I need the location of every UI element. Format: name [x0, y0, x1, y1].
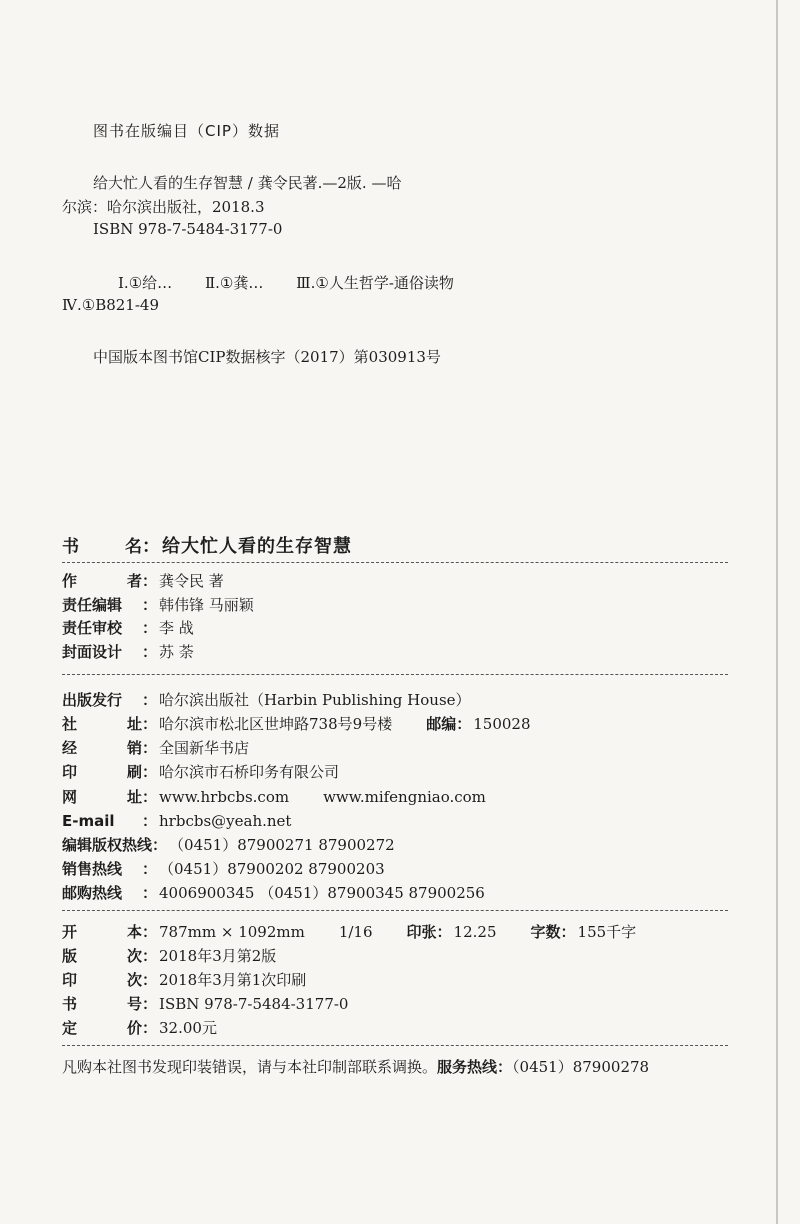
notice-text: 凡购本社图书发现印装错误，请与本社印制部联系调换。: [62, 1058, 438, 1076]
email-row: E-mail ： hrbcbs@yeah.net: [62, 812, 292, 830]
words-label: 字数: [530, 923, 561, 941]
sales-hotline-row: 销售热线 ： （0451）87900202 87900203: [62, 860, 385, 878]
print-error-notice: 凡购本社图书发现印装错误，请与本社印制部联系调换。服务热线：（0451）87900278: [62, 1058, 650, 1076]
price-label: 定 价: [62, 1019, 142, 1037]
cip-publisher-line: 尔滨：哈尔滨出版社，2018.3: [62, 198, 265, 216]
cip-record-number: 中国版本图书馆CIP数据核字（2017）第030913号: [93, 348, 441, 366]
isbn-row: 书 号 ： ISBN 978-7-5484-3177-0: [62, 995, 349, 1013]
distributor-label: 经 销: [62, 739, 142, 757]
title-label-text: 书: [62, 537, 79, 557]
cip-title-line: 给大忙人看的生存智慧 / 龚令民著.—2版. —哈: [93, 174, 402, 192]
edition-value: 2018年3月第2版: [159, 947, 277, 965]
separator: [62, 562, 728, 563]
price-value: 32.00元: [159, 1019, 217, 1037]
proof-row: 责任审校 ： 李 战: [62, 619, 194, 637]
address-label: 社 址: [62, 715, 142, 733]
cip-clc-line: Ⅳ.①B821-49: [62, 296, 160, 314]
isbn-label: 书 号: [62, 995, 142, 1013]
printer-value: 哈尔滨市石桥印务有限公司: [159, 763, 340, 781]
distributor-value: 全国新华书店: [159, 739, 250, 757]
publisher-label: 出版发行: [62, 691, 123, 709]
mail-hotline-label: 邮购热线: [62, 884, 123, 902]
copyright-hotline-row: 编辑版权热线 ： （0451）87900271 87900272: [62, 836, 395, 854]
edition-label: 版 次: [62, 947, 142, 965]
website-label: 网 址: [62, 788, 142, 806]
cover-label: 封面设计: [62, 643, 123, 661]
service-value: （0451）87900278: [512, 1058, 650, 1076]
sales-hotline-value: （0451）87900202 87900203: [159, 860, 385, 878]
publisher-value: 哈尔滨出版社（Harbin Publishing House）: [159, 691, 471, 709]
proof-label: 责任审校: [62, 619, 123, 637]
impression-value: 2018年3月第1次印刷: [159, 971, 307, 989]
impression-label: 印 次: [62, 971, 142, 989]
copyright-hotline-value: （0451）87900271 87900272: [169, 836, 395, 854]
address-value: 哈尔滨市松北区世坤路738号9号楼: [159, 715, 393, 733]
email-link[interactable]: hrbcbs@yeah.net: [159, 812, 292, 830]
printer-label: 印 刷: [62, 763, 142, 781]
cip-class-item: Ⅱ.①龚…: [204, 274, 264, 292]
separator: [62, 910, 728, 911]
format-row: 开 本 ： 787mm × 1092mm 1/16 印张 ： 12.25 字数 ： 155千字: [62, 923, 637, 941]
format-label: 开 本: [62, 923, 142, 941]
author-value: 龚令民 著: [159, 572, 224, 590]
distributor-row: 经 销 ： 全国新华书店: [62, 739, 250, 757]
cip-isbn-line: ISBN 978-7-5484-3177-0: [93, 220, 283, 238]
mail-hotline-value: 4006900345 （0451）87900345 87900256: [159, 884, 485, 902]
editor-row: 责任编辑 ： 韩伟锋 马丽颖: [62, 596, 254, 614]
website-link[interactable]: www.mifengniao.com: [323, 788, 486, 806]
cip-classification-line: [118, 272, 482, 293]
sales-hotline-label: 销售热线: [62, 860, 123, 878]
postcode-label: 邮编: [426, 715, 457, 733]
cip-heading: 图书在版编目（CIP）数据: [93, 122, 280, 140]
page-edge-line: [776, 0, 778, 1224]
separator: [62, 674, 728, 675]
title-label: 书 名: [62, 532, 142, 557]
author-label: 作 者: [62, 572, 142, 590]
printer-row: 印 刷 ： 哈尔滨市石桥印务有限公司: [62, 763, 340, 781]
editor-value: 韩伟锋 马丽颖: [159, 596, 254, 614]
price-row: 定 价 ： 32.00元: [62, 1019, 217, 1037]
service-label: 服务热线: [437, 1058, 498, 1076]
impression-row: 印 次 ： 2018年3月第1次印刷: [62, 971, 307, 989]
sheets-label: 印张: [406, 923, 437, 941]
mail-hotline-row: 邮购热线 ： 4006900345 （0451）87900345 87900256: [62, 884, 485, 902]
copyright-hotline-label: 编辑版权热线: [62, 836, 153, 854]
title-row: 书 名 ： 给大忙人看的生存智慧: [62, 532, 352, 558]
words-value: 155千字: [577, 923, 637, 941]
editor-label: 责任编辑: [62, 596, 123, 614]
address-row: 社 址 ： 哈尔滨市松北区世坤路738号9号楼 邮编 ： 150028: [62, 715, 531, 733]
format-value: 787mm × 1092mm: [159, 923, 305, 941]
publisher-row: 出版发行 ： 哈尔滨出版社（Harbin Publishing House）: [62, 691, 471, 709]
cip-class-item: Ⅰ.①给…: [118, 274, 173, 292]
isbn-value: ISBN 978-7-5484-3177-0: [159, 995, 349, 1013]
sheets-value: 12.25: [453, 923, 497, 941]
edition-row: 版 次 ： 2018年3月第2版: [62, 947, 277, 965]
website-link[interactable]: www.hrbcbs.com: [159, 788, 290, 806]
cover-row: 封面设计 ： 苏 荼: [62, 643, 194, 661]
format-fraction: 1/16: [338, 923, 373, 941]
book-title: 给大忙人看的生存智慧: [162, 536, 352, 557]
proof-value: 李 战: [159, 619, 194, 637]
separator: [62, 1045, 728, 1046]
email-label: E-mail: [62, 812, 115, 830]
cip-class-item: Ⅲ.①人生哲学-通俗读物: [296, 274, 454, 292]
website-row: 网 址 ： www.hrbcbs.com www.mifengniao.com: [62, 788, 486, 806]
author-row: 作 者 ： 龚令民 著: [62, 572, 224, 590]
postcode-value: 150028: [473, 715, 531, 733]
cover-value: 苏 荼: [159, 643, 194, 661]
